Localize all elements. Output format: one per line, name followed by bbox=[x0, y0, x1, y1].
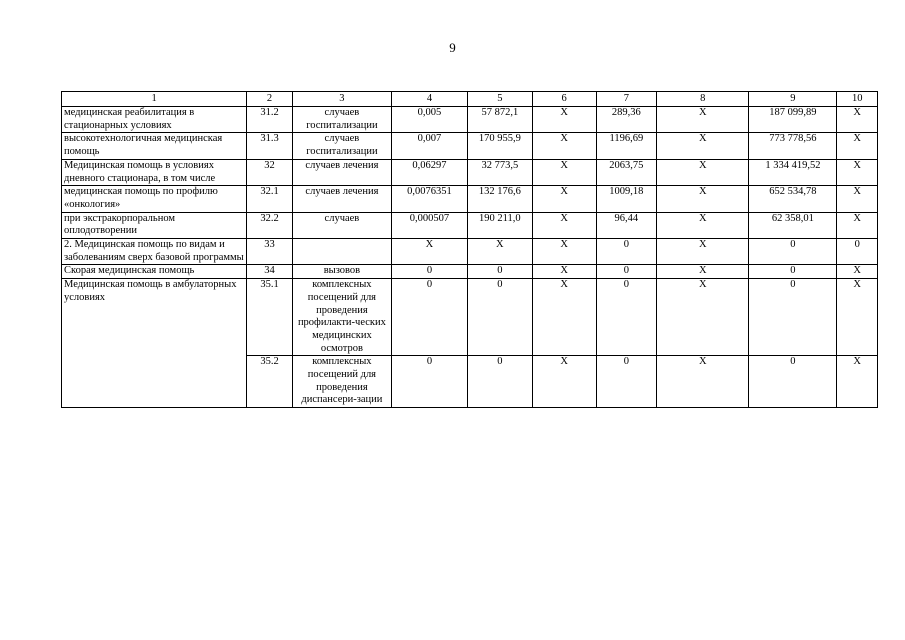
value-cell-col-10: X bbox=[837, 107, 878, 133]
value-cell-col-4: 0 bbox=[392, 279, 468, 356]
value-cell-col-4: 0,0076351 bbox=[392, 186, 468, 212]
value-cell-col-8: X bbox=[657, 186, 749, 212]
value-cell-col-5: 57 872,1 bbox=[467, 107, 532, 133]
row-unit: случаев лечения bbox=[292, 186, 391, 212]
header-cell: 8 bbox=[657, 92, 749, 107]
row-name: при экстракорпоральном оплодотворении bbox=[62, 212, 247, 238]
value-cell-col-9: 0 bbox=[749, 265, 837, 279]
value-cell-col-8: X bbox=[657, 212, 749, 238]
value-cell-col-7: 96,44 bbox=[596, 212, 657, 238]
table-row bbox=[62, 212, 878, 238]
value-cell-col-5: 170 955,9 bbox=[467, 133, 532, 159]
table-header-row bbox=[62, 92, 878, 107]
value-cell-col-9: 0 bbox=[749, 356, 837, 408]
value-cell-col-5: 0 bbox=[467, 356, 532, 408]
value-cell-col-8: X bbox=[657, 107, 749, 133]
row-unit: комплексных посещений для проведения профилакти-ческих медицинских осмотров bbox=[292, 279, 391, 356]
row-unit: случаев лечения bbox=[292, 159, 391, 185]
value-cell-col-7: 0 bbox=[596, 239, 657, 265]
value-cell-col-10: X bbox=[837, 356, 878, 408]
row-code: 33 bbox=[247, 239, 293, 265]
value-cell-col-9: 0 bbox=[749, 279, 837, 356]
value-cell-col-7: 1196,69 bbox=[596, 133, 657, 159]
value-cell-col-10: X bbox=[837, 186, 878, 212]
tariff-table bbox=[61, 91, 878, 408]
row-name: Медицинская помощь в амбулаторных условиях bbox=[62, 279, 247, 408]
value-cell-col-7: 1009,18 bbox=[596, 186, 657, 212]
value-cell-col-7: 2063,75 bbox=[596, 159, 657, 185]
row-name: Медицинская помощь в условиях дневного стационара, в том числе bbox=[62, 159, 247, 185]
value-cell-col-5: 0 bbox=[467, 265, 532, 279]
row-code: 31.3 bbox=[247, 133, 293, 159]
row-code: 35.2 bbox=[247, 356, 293, 408]
row-code: 35.1 bbox=[247, 279, 293, 356]
value-cell-col-9: 1 334 419,52 bbox=[749, 159, 837, 185]
row-name: медицинская реабилитация в стационарных условиях bbox=[62, 107, 247, 133]
value-cell-col-7: 0 bbox=[596, 279, 657, 356]
table-row bbox=[62, 159, 878, 185]
header-cell: 9 bbox=[749, 92, 837, 107]
value-cell-col-6: X bbox=[532, 212, 596, 238]
header-cell: 5 bbox=[467, 92, 532, 107]
value-cell-col-4: 0 bbox=[392, 265, 468, 279]
value-cell-col-9: 62 358,01 bbox=[749, 212, 837, 238]
header-cell: 1 bbox=[62, 92, 247, 107]
value-cell-col-4: 0,000507 bbox=[392, 212, 468, 238]
header-cell: 10 bbox=[837, 92, 878, 107]
value-cell-col-5: 0 bbox=[467, 279, 532, 356]
value-cell-col-8: X bbox=[657, 279, 749, 356]
value-cell-col-10: X bbox=[837, 133, 878, 159]
value-cell-col-10: X bbox=[837, 159, 878, 185]
value-cell-col-4: 0,007 bbox=[392, 133, 468, 159]
value-cell-col-6: X bbox=[532, 159, 596, 185]
value-cell-col-7: 0 bbox=[596, 356, 657, 408]
value-cell-col-10: X bbox=[837, 279, 878, 356]
value-cell-col-5: 132 176,6 bbox=[467, 186, 532, 212]
row-unit bbox=[292, 239, 391, 265]
value-cell-col-5: X bbox=[467, 239, 532, 265]
header-cell: 7 bbox=[596, 92, 657, 107]
row-code: 32.1 bbox=[247, 186, 293, 212]
value-cell-col-6: X bbox=[532, 133, 596, 159]
value-cell-col-9: 0 bbox=[749, 239, 837, 265]
header-cell: 2 bbox=[247, 92, 293, 107]
value-cell-col-8: X bbox=[657, 133, 749, 159]
value-cell-col-7: 289,36 bbox=[596, 107, 657, 133]
row-code: 31.2 bbox=[247, 107, 293, 133]
header-cell: 6 bbox=[532, 92, 596, 107]
row-name: высокотехнологичная медицинская помощь bbox=[62, 133, 247, 159]
header-cell: 4 bbox=[392, 92, 468, 107]
value-cell-col-9: 773 778,56 bbox=[749, 133, 837, 159]
table-body bbox=[62, 92, 878, 408]
header-cell: 3 bbox=[292, 92, 391, 107]
row-unit: вызовов bbox=[292, 265, 391, 279]
table-row bbox=[62, 279, 878, 356]
row-unit: случаев госпитализации bbox=[292, 107, 391, 133]
value-cell-col-6: X bbox=[532, 265, 596, 279]
row-code: 34 bbox=[247, 265, 293, 279]
value-cell-col-4: 0,005 bbox=[392, 107, 468, 133]
row-name: Скорая медицинская помощь bbox=[62, 265, 247, 279]
value-cell-col-8: X bbox=[657, 159, 749, 185]
value-cell-col-4: X bbox=[392, 239, 468, 265]
value-cell-col-10: X bbox=[837, 212, 878, 238]
row-name: медицинская помощь по профилю «онкология» bbox=[62, 186, 247, 212]
value-cell-col-6: X bbox=[532, 356, 596, 408]
value-cell-col-5: 190 211,0 bbox=[467, 212, 532, 238]
value-cell-col-4: 0 bbox=[392, 356, 468, 408]
table-row bbox=[62, 239, 878, 265]
value-cell-col-6: X bbox=[532, 279, 596, 356]
value-cell-col-6: X bbox=[532, 186, 596, 212]
value-cell-col-6: X bbox=[532, 107, 596, 133]
value-cell-col-6: X bbox=[532, 239, 596, 265]
row-code: 32 bbox=[247, 159, 293, 185]
table-row bbox=[62, 265, 878, 279]
row-code: 32.2 bbox=[247, 212, 293, 238]
value-cell-col-5: 32 773,5 bbox=[467, 159, 532, 185]
value-cell-col-10: X bbox=[837, 265, 878, 279]
value-cell-col-9: 652 534,78 bbox=[749, 186, 837, 212]
table-row bbox=[62, 133, 878, 159]
row-unit: случаев bbox=[292, 212, 391, 238]
value-cell-col-8: X bbox=[657, 239, 749, 265]
page-number: 9 bbox=[449, 40, 456, 55]
table-row bbox=[62, 186, 878, 212]
value-cell-col-7: 0 bbox=[596, 265, 657, 279]
value-cell-col-10: 0 bbox=[837, 239, 878, 265]
value-cell-col-8: X bbox=[657, 265, 749, 279]
table-row bbox=[62, 107, 878, 133]
row-unit: случаев госпитализации bbox=[292, 133, 391, 159]
value-cell-col-9: 187 099,89 bbox=[749, 107, 837, 133]
value-cell-col-4: 0,06297 bbox=[392, 159, 468, 185]
row-name: 2. Медицинская помощь по видам и заболеваниям сверх базовой программы bbox=[62, 239, 247, 265]
value-cell-col-8: X bbox=[657, 356, 749, 408]
row-unit: комплексных посещений для проведения диспансери-зации bbox=[292, 356, 391, 408]
